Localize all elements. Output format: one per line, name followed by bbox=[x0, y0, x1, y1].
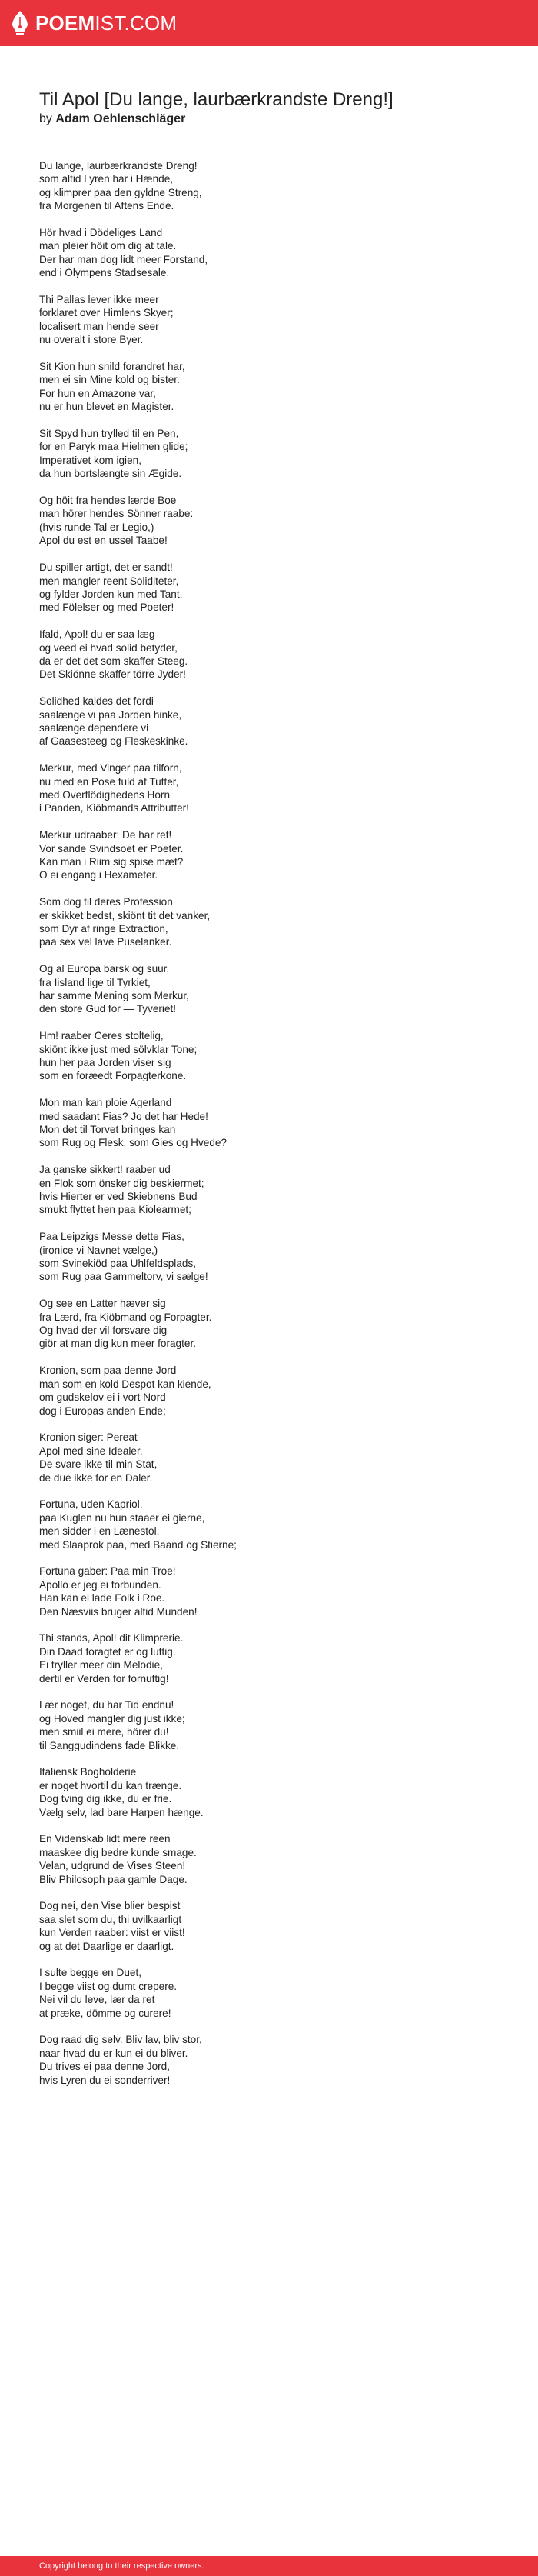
poem-line: men ei sin Mine kold og bister. bbox=[39, 374, 180, 386]
poem-line: kun Verden raaber: viist er viist! bbox=[39, 1927, 185, 1939]
poem-stanza bbox=[39, 561, 499, 615]
poem-line: Som dog til deres Profession bbox=[39, 896, 173, 908]
poem-line: men sidder i en Lænestol, bbox=[39, 1525, 160, 1538]
poem-line: Du lange, laurbærkrandste Dreng! bbox=[39, 160, 198, 172]
poem-line: O ei engang i Hexameter. bbox=[39, 869, 158, 881]
poem-line: localisert man hende seer bbox=[39, 320, 159, 332]
poem-line: I begge viist og dumt crepere. bbox=[39, 1980, 178, 1992]
poem-line: Og al Europa barsk og suur, bbox=[39, 963, 170, 975]
poem-line: til Sanggudindens fade Blikke. bbox=[39, 1739, 180, 1751]
poem-line: som Svinekiöd paa Uhlfeldsplads, bbox=[39, 1258, 197, 1270]
poem-line: med Overflödighedens Horn bbox=[39, 788, 171, 801]
poem-line: (ironice vi Navnet vælge,) bbox=[39, 1244, 158, 1256]
poem-line: og klimprer paa den gyldne Streng, bbox=[39, 186, 202, 198]
poem-line: har samme Mening som Merkur, bbox=[39, 990, 189, 1001]
poem-line: dertil er Verden for fornuftig! bbox=[39, 1672, 169, 1685]
poem-stanza bbox=[39, 1364, 499, 1418]
poem-line: nu er hun blevet en Magister. bbox=[39, 401, 174, 413]
author-link[interactable]: Adam Oehlenschläger bbox=[55, 112, 186, 125]
poem-line: i Panden, Kiöbmands Attributter! bbox=[39, 802, 189, 815]
poem-stanza bbox=[39, 1966, 499, 2020]
poem-line: For hun en Amazone var, bbox=[39, 387, 156, 399]
poem-line: Der har man dog lidt meer Forstand, bbox=[39, 253, 208, 265]
site-logo-link[interactable] bbox=[12, 10, 177, 36]
poem-stanza bbox=[39, 695, 499, 748]
poem-stanza bbox=[39, 1163, 499, 1217]
poem-line: Sit Kion hun snild forandret har, bbox=[39, 361, 185, 373]
poem-line: nu med en Pose fuld af Tutter, bbox=[39, 775, 179, 788]
poem-line: Mon man kan ploie Agerland bbox=[39, 1097, 172, 1109]
site-brand: POEMIST.COM bbox=[35, 11, 178, 35]
poem-line: hvis Lyren du ei sonderriver! bbox=[39, 2074, 171, 2086]
poem-line: Den Næsviis bruger altid Munden! bbox=[39, 1605, 198, 1618]
poem-line: Mon det til Torvet bringes kan bbox=[39, 1124, 176, 1136]
poem-line: Din Daad foragtet er og luftig. bbox=[39, 1645, 176, 1658]
poem-line: Kronion siger: Pereat bbox=[39, 1431, 138, 1444]
poem-line: Ei tryller meer din Melodie, bbox=[39, 1659, 163, 1671]
poem-line: med saadant Fias? Jo det har Hede! bbox=[39, 1110, 208, 1122]
poem-stanza bbox=[39, 159, 499, 213]
poem-line: Fortuna, uden Kapriol, bbox=[39, 1498, 143, 1511]
poem-line: Paa Leipzigs Messe dette Fias, bbox=[39, 1231, 184, 1243]
poem-line: En Videnskab lidt mere reen bbox=[39, 1833, 171, 1845]
poem-line: saalænge dependere vi bbox=[39, 721, 149, 734]
poem-line: end i Olympens Stadsesale. bbox=[39, 267, 170, 279]
poem-line: af Gaasesteeg og Fleskeskinke. bbox=[39, 735, 188, 748]
poem-line: man som en kold Despot kan kiende, bbox=[39, 1378, 211, 1390]
poem-line: og at det Daarlige er daarligt. bbox=[39, 1940, 174, 1952]
poem-line: Vælg selv, lad bare Harpen hænge. bbox=[39, 1806, 204, 1818]
poem-line: med Slaaprok paa, med Baand og Stierne; bbox=[39, 1538, 237, 1551]
poem-stanza bbox=[39, 1698, 499, 1752]
poem-line: Apol du est en ussel Taabe! bbox=[39, 535, 168, 547]
poem-line: Merkur, med Vinger paa tilforn, bbox=[39, 762, 182, 775]
poem-line: hun her paa Jorden viser sig bbox=[39, 1057, 171, 1069]
poem-line: paa Kuglen nu hun staaer ei gierne, bbox=[39, 1511, 205, 1524]
poem-line: Thi Pallas lever ikke meer bbox=[39, 294, 159, 306]
poem-line: og fylder Jorden kun med Tant, bbox=[39, 588, 183, 600]
poem-line: Kan man i Riim sig spise mæt? bbox=[39, 855, 184, 868]
poem-line: skiönt ikke just med sölvklar Tone; bbox=[39, 1043, 198, 1055]
poem-article bbox=[0, 46, 538, 2087]
poem-line: De svare ikke til min Stat, bbox=[39, 1458, 158, 1471]
poem-line: fra Iisland lige til Tyrkiet, bbox=[39, 976, 151, 988]
poem-line: Nei vil du leve, lær da ret bbox=[39, 1994, 155, 2006]
poem-line: nu overalt i store Byer. bbox=[39, 334, 144, 346]
poem-line: men smiil ei mere, hörer du! bbox=[39, 1726, 169, 1738]
poem-line: Hör hvad i Dödeliges Land bbox=[39, 227, 163, 239]
poem-line: da hun bortslængte sin Ægide. bbox=[39, 468, 182, 480]
poem-line: Dog nei, den Vise blier bespist bbox=[39, 1900, 181, 1912]
poem-line: som Dyr af ringe Extraction, bbox=[39, 922, 168, 935]
poem-line: og veed ei hvad solid betyder, bbox=[39, 642, 178, 654]
poem-line: som en foræedt Forpagterkone. bbox=[39, 1070, 187, 1082]
poem-line: Du trives ei paa denne Jord, bbox=[39, 2061, 171, 2073]
poem-stanza bbox=[39, 427, 499, 481]
poem-stanza bbox=[39, 494, 499, 548]
poem-line: Italiensk Bogholderie bbox=[39, 1766, 137, 1778]
poem-stanza bbox=[39, 1096, 499, 1150]
poem-line: med Fölelser og med Poeter! bbox=[39, 602, 174, 614]
poem-line: dog i Europas anden Ende; bbox=[39, 1405, 166, 1417]
poem-stanza bbox=[39, 1297, 499, 1351]
poem-line: Vor sande Svindsoet er Poeter. bbox=[39, 842, 184, 855]
poem-stanza bbox=[39, 962, 499, 1016]
poem-stanza bbox=[39, 226, 499, 280]
poem-stanza bbox=[39, 1631, 499, 1685]
poem-line: den store Gud for — Tyveriet! bbox=[39, 1003, 177, 1015]
poem-line: Apollo er jeg ei forbunden. bbox=[39, 1578, 161, 1591]
poem-line: giör at man dig kun meer foragter. bbox=[39, 1338, 197, 1350]
poem-line: Kronion, som paa denne Jord bbox=[39, 1365, 177, 1377]
poem-line: de due ikke for en Daler. bbox=[39, 1471, 153, 1484]
poem-line: naar hvad du er kun ei du bliver. bbox=[39, 2047, 188, 2059]
poem-line: (hvis runde Tal er Legio,) bbox=[39, 521, 154, 533]
poem-line: Bliv Philosoph paa gamle Dage. bbox=[39, 1873, 188, 1885]
poem-line: Merkur udraaber: De har ret! bbox=[39, 829, 172, 841]
poem-line: I sulte begge en Duet, bbox=[39, 1967, 142, 1979]
poem-stanza bbox=[39, 1899, 499, 1953]
poem-stanza bbox=[39, 2033, 499, 2087]
poem-line: Han kan ei lade Folk i Roe. bbox=[39, 1592, 165, 1605]
poem-line: smukt flyttet hen paa Kiolearmet; bbox=[39, 1204, 191, 1216]
poem-line: for en Paryk maa Hielmen glide; bbox=[39, 441, 188, 453]
poem-line: fra Lærd, fra Kiöbmand og Forpagter. bbox=[39, 1311, 212, 1323]
poem-line: Velan, udgrund de Vises Steen! bbox=[39, 1860, 186, 1872]
poem-stanza bbox=[39, 761, 499, 815]
poem-line: men mangler reent Soliditeter, bbox=[39, 575, 179, 587]
poem-stanza bbox=[39, 1230, 499, 1284]
by-label: by bbox=[39, 112, 52, 125]
poem-line: Lær noget, du har Tid endnu! bbox=[39, 1699, 174, 1711]
poem-stanza bbox=[39, 1431, 499, 1485]
poem-line: Solidhed kaldes det fordi bbox=[39, 695, 154, 708]
poem-line: maaskee dig bedre kunde smage. bbox=[39, 1846, 197, 1858]
poem-line: man hörer hendes Sönner raabe: bbox=[39, 508, 194, 520]
poem-line: paa sex vel lave Puselanker. bbox=[39, 936, 172, 948]
poem-line: Sit Spyd hun trylled til en Pen, bbox=[39, 428, 179, 440]
poem-line: da er det det som skaffer Steeg. bbox=[39, 655, 188, 667]
poem-line: Thi stands, Apol! dit Klimprerie. bbox=[39, 1632, 184, 1645]
poem-line: Du spiller artigt, det er sandt! bbox=[39, 562, 173, 574]
poem-line: hvis Hierter er ved Skiebnens Bud bbox=[39, 1191, 198, 1203]
poem-stanza bbox=[39, 828, 499, 882]
poem-stanza bbox=[39, 1029, 499, 1083]
poem-line: Det Skiönne skaffer törre Jyder! bbox=[39, 668, 186, 681]
poem-line: Apol med sine Idealer. bbox=[39, 1445, 143, 1457]
site-header bbox=[0, 0, 538, 46]
site-footer bbox=[0, 2556, 538, 2576]
poem-stanza bbox=[39, 1565, 499, 1618]
poem-line: Og höit fra hendes lærde Boe bbox=[39, 495, 177, 507]
poem-line: Ifald, Apol! du er saa læg bbox=[39, 628, 155, 641]
poem-line: Og hvad der vil forsvare dig bbox=[39, 1325, 168, 1337]
poem-line: om gudskelov ei i vort Nord bbox=[39, 1391, 166, 1404]
poem-line: og Hoved mangler dig just ikke; bbox=[39, 1712, 185, 1725]
poem-line: Dog raad dig selv. Bliv lav, bliv stor, bbox=[39, 2034, 202, 2046]
poem-line: Ja ganske sikkert! raaber ud bbox=[39, 1164, 171, 1176]
poem-line: en Flok som önsker dig beskiermet; bbox=[39, 1177, 204, 1189]
poem-body bbox=[39, 159, 499, 2087]
poem-line: forklaret over Himlens Skyer; bbox=[39, 307, 174, 319]
poem-line: Og see en Latter hæver sig bbox=[39, 1298, 166, 1310]
poem-line: fra Morgenen til Aftens Ende. bbox=[39, 200, 174, 212]
poem-line: som Rug paa Gammeltorv, vi sælge! bbox=[39, 1271, 208, 1283]
poem-stanza bbox=[39, 1832, 499, 1886]
poem-stanza bbox=[39, 628, 499, 681]
poem-title: Til Apol [Du lange, laurbærkrandste Dreng!] bbox=[39, 89, 394, 110]
poem-line: Dog tving dig ikke, du er frie. bbox=[39, 1793, 172, 1805]
poem-line: er skikket bedst, skiönt tit det vanker, bbox=[39, 909, 211, 921]
poem-line: Fortuna gaber: Paa min Troe! bbox=[39, 1565, 176, 1578]
poem-line: man pleier höit om dig at tale. bbox=[39, 240, 177, 252]
poem-line: som altid Lyren har i Hænde, bbox=[39, 173, 174, 185]
poem-line: at præke, dömme og curere! bbox=[39, 2007, 171, 2019]
poem-line: saalænge vi paa Jorden hinke, bbox=[39, 708, 182, 721]
poem-stanza bbox=[39, 360, 499, 414]
poem-line: er noget hvortil du kan trænge. bbox=[39, 1779, 182, 1791]
poem-line: Hm! raaber Ceres stoltelig, bbox=[39, 1030, 164, 1042]
poem-stanza bbox=[39, 895, 499, 949]
poem-stanza bbox=[39, 293, 499, 347]
poem-stanza bbox=[39, 1498, 499, 1551]
poem-stanza bbox=[39, 1765, 499, 1819]
poem-line: saa slet som du, thi uvilkaarligt bbox=[39, 1913, 182, 1925]
byline bbox=[39, 112, 499, 126]
poem-line: Imperativet kom igien, bbox=[39, 454, 141, 466]
copyright-text: Copyright belong to their respective owners. bbox=[39, 2561, 204, 2571]
fountain-pen-nib-icon bbox=[12, 10, 28, 36]
poem-line: som Rug og Flesk, som Gies og Hvede? bbox=[39, 1137, 227, 1149]
